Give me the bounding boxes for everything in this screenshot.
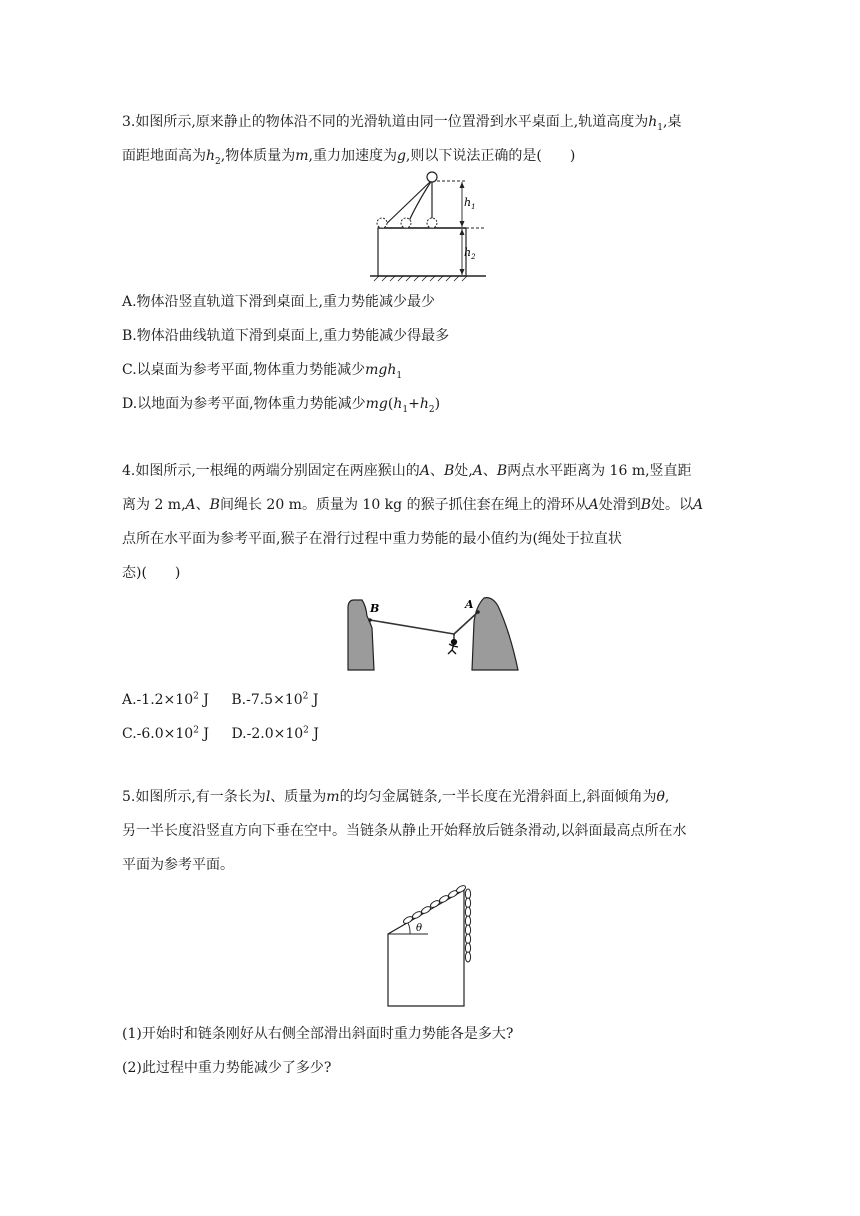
q5-subquestion-2: (2)此过程中重力势能减少了多少? bbox=[122, 1060, 332, 1076]
table-body bbox=[378, 228, 466, 276]
q5-stem-line1: 5.如图所示,有一条长为l、质量为m的均匀金属链条,一半长度在光滑斜面上,斜面倾角为θ, bbox=[122, 789, 670, 805]
q4-stem-line3: 点所在水平面为参考平面,猴子在滑行过程中重力势能的最小值约为(绳处于拉直状 bbox=[122, 531, 622, 547]
angle-arc bbox=[408, 923, 410, 934]
label-a: A bbox=[465, 598, 474, 611]
q4-option-a: $A.-1.2\times 10^2$ J bbox=[122, 691, 209, 708]
q3-stem-line2: 面距地面高为$h_2$,物体质量为m,重力加速度为g,则以下说法正确的是( ) bbox=[122, 148, 576, 167]
q3-option-d: D.以地面为参考平面,物体重力势能减少$mg(h_1+h_2)$ bbox=[122, 396, 441, 415]
q4-stem-line1: 4.如图所示,一根绳的两端分别固定在两座猴山的A、B处,A、B两点水平距离为 16 m,竖直距 bbox=[122, 463, 692, 479]
chain-hanging bbox=[465, 889, 470, 962]
q4-options-row2 bbox=[122, 720, 319, 744]
q3-stem-line1: 3.如图所示,原来静止的物体沿不同的光滑轨道由同一位置滑到水平桌面上,轨道高度为$h_1$,桌 bbox=[122, 114, 682, 133]
q3-track-figure bbox=[370, 168, 500, 286]
q5-subquestion-1: (1)开始时和链条刚好从右侧全部滑出斜面时重力势能各是多大? bbox=[122, 1026, 514, 1042]
q4-options-row1 bbox=[122, 686, 318, 710]
q3-option-b: B.物体沿曲线轨道下滑到桌面上,重力势能减少得最多 bbox=[122, 328, 450, 344]
ball-right bbox=[427, 218, 437, 228]
q5-stem-line3: 平面为参考平面。 bbox=[122, 857, 234, 873]
label-b: B bbox=[370, 602, 380, 615]
q3-option-a: A.物体沿竖直轨道下滑到桌面上,重力势能减少最少 bbox=[122, 294, 436, 310]
rope-left bbox=[370, 620, 454, 634]
ball-left bbox=[377, 218, 387, 228]
q4-option-c: $C.-6.0\times 10^2$ J bbox=[122, 725, 209, 742]
ball-top bbox=[427, 172, 437, 182]
q5-chain-figure bbox=[384, 882, 484, 1010]
h2-label: $h_2$ bbox=[464, 246, 476, 261]
q4-monkey-hill-figure bbox=[340, 592, 525, 674]
theta-label: θ bbox=[416, 923, 423, 934]
q4-stem-line4: 态)( ) bbox=[122, 565, 181, 581]
q3-option-c: C.以桌面为参考平面,物体重力势能减少mgh$_1$ bbox=[122, 362, 403, 381]
q4-option-b: $B.-7.5\times 10^2$ J bbox=[231, 691, 319, 708]
q5-stem-line2: 另一半长度沿竖直方向下垂在空中。当链条从静止开始释放后链条滑动,以斜面最高点所在水 bbox=[122, 823, 687, 839]
monkey-icon bbox=[448, 634, 458, 654]
q4-option-d: $D.-2.0\times 10^2$ J bbox=[231, 725, 319, 742]
chain-on-slope bbox=[402, 884, 466, 925]
ball-middle bbox=[401, 218, 411, 228]
q4-stem-line2: 离为 2 m,A、B间绳长 20 m。质量为 10 kg 的猴子抓住套在绳上的滑环从A处滑到B处。以A bbox=[122, 497, 704, 513]
h1-label: $h_1$ bbox=[464, 196, 476, 211]
right-hill bbox=[472, 598, 518, 670]
